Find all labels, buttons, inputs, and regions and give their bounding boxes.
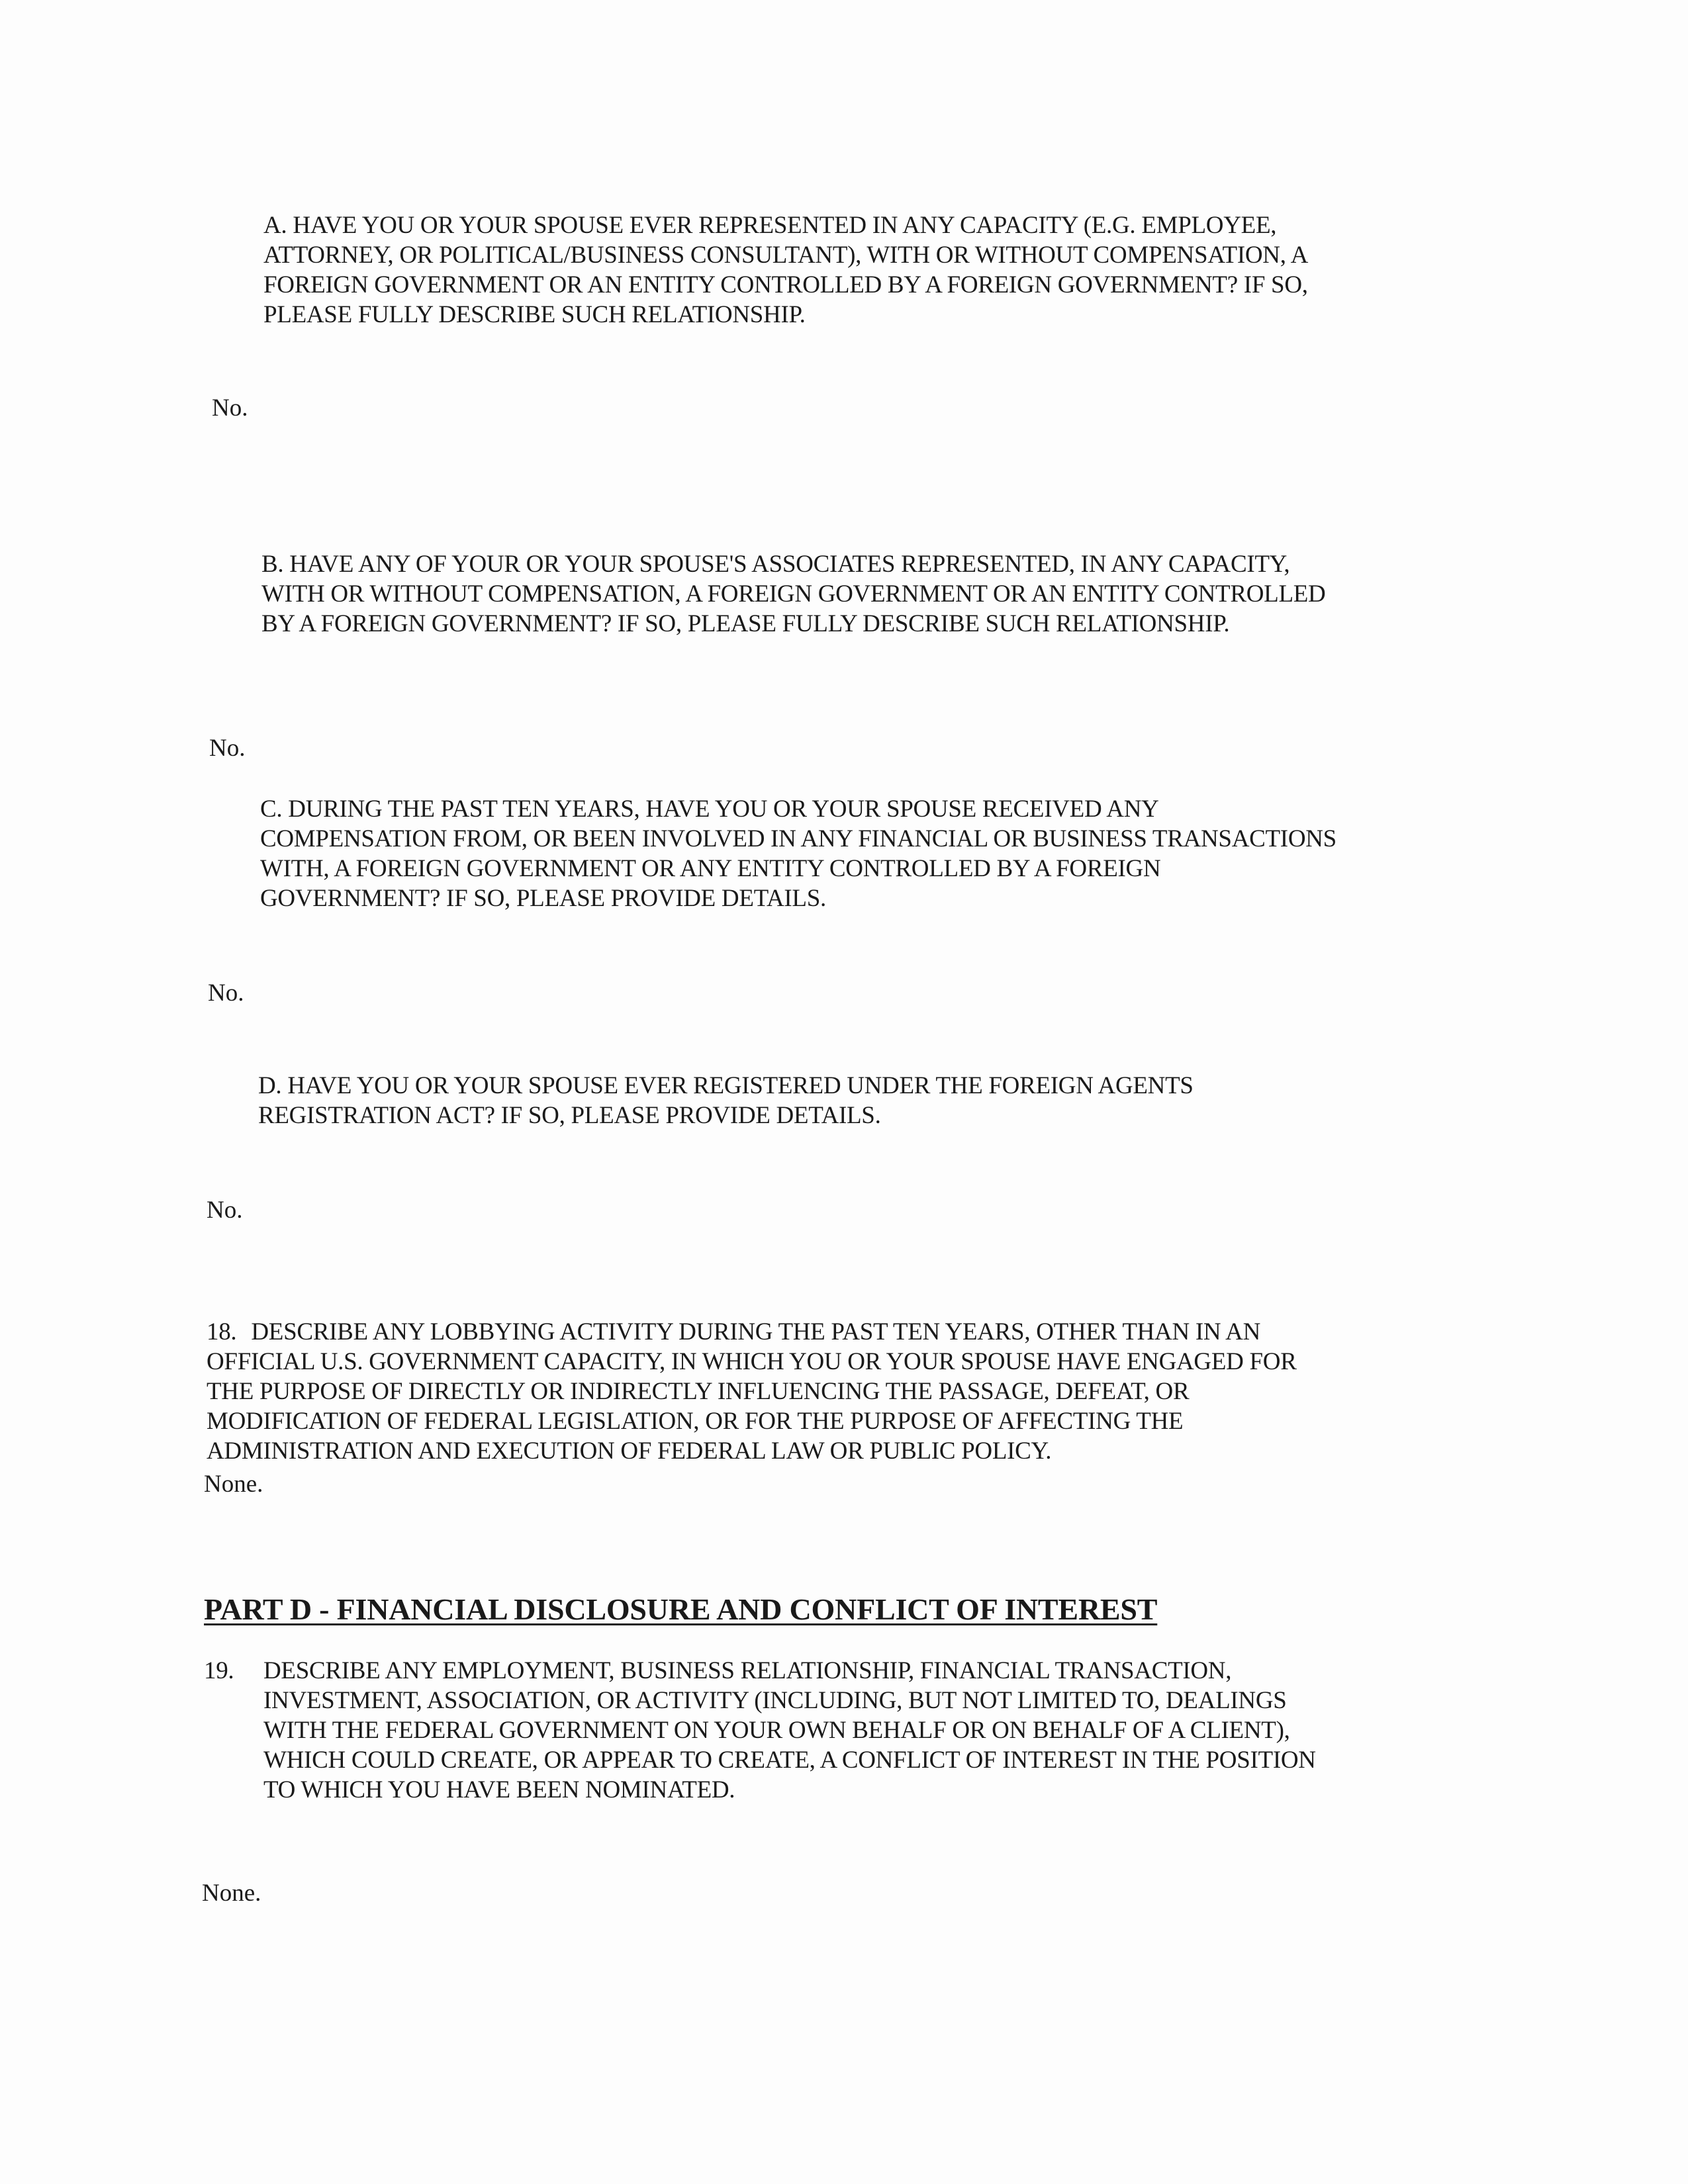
question-b: B. HAVE ANY OF YOUR OR YOUR SPOUSE'S ASSOCIATES REPRESENTED, IN ANY CAPACITY, WITH OR WITHOUT COMPENSATION, A FOREIGN GOVERNMENT OR AN ENTITY CONTROLLED BY A FOREIGN GOVERNMENT? IF SO, PLEASE FULLY DESCRIBE SUCH RELATIONSHIP. — [261, 551, 1326, 637]
question-18-text: DESCRIBE ANY LOBBYING ACTIVITY DURING THE PAST TEN YEARS, OTHER THAN IN AN OFFICIAL U.S. GOVERNMENT CAPACITY, IN WHICH YOU OR YOUR SPOUSE HAVE ENGAGED FOR THE PURPOSE OF DIRECTLY OR INDIRECTLY INFLUENCING THE PASSAGE, DEFEAT, OR MODIFICATION OF FEDERAL LEGISLATION, OR FOR THE PURPOSE OF AFFECTING THE ADMINISTRATION AND EXECUTION OF FEDERAL LAW OR PUBLIC POLICY. — [207, 1318, 1297, 1465]
question-c: C. DURING THE PAST TEN YEARS, HAVE YOU OR YOUR SPOUSE RECEIVED ANY COMPENSATION FROM, OR BEEN INVOLVED IN ANY FINANCIAL OR BUSINESS TRANSACTIONS WITH, A FOREIGN GOVERNMENT OR ANY ENTITY CONTROLLED BY A FOREIGN GOVERNMENT? IF SO, PLEASE PROVIDE DETAILS. — [260, 796, 1336, 912]
answer-19: None. — [202, 1880, 261, 1907]
question-19 — [204, 1656, 1528, 1815]
answer-c: No. — [208, 979, 244, 1007]
answer-a: No. — [212, 394, 248, 422]
answer-18: None. — [204, 1471, 263, 1498]
answer-b: No. — [209, 735, 246, 762]
question-19-number: 19. — [204, 1657, 234, 1684]
question-a: A. HAVE YOU OR YOUR SPOUSE EVER REPRESENTED IN ANY CAPACITY (E.G. EMPLOYEE, ATTORNEY, OR POLITICAL/BUSINESS CONSULTANT), WITH OR WITHOUT COMPENSATION, A FOREIGN GOVERNMENT OR AN ENTITY CONTROLLED BY A FOREIGN GOVERNMENT? IF SO, PLEASE FULLY DESCRIBE SUCH RELATIONSHIP. — [263, 212, 1308, 328]
question-18 — [207, 1287, 1297, 1466]
question-19-text: DESCRIBE ANY EMPLOYMENT, BUSINESS RELATIONSHIP, FINANCIAL TRANSACTION, INVESTMENT, ASSOCIATION, OR ACTIVITY (INCLUDING, BUT NOT LIMITED TO, DEALINGS WITH THE FEDERAL GOVERNMENT ON YOUR OWN BEHALF OR ON BEHALF OF A CLIENT), WHICH COULD CREATE, OR APPEAR TO CREATE, A CONFLICT OF INTEREST IN THE POSITION TO WHICH YOU HAVE BEEN NOMINATED. — [263, 1657, 1316, 1803]
question-18-number: 18. — [207, 1318, 237, 1345]
question-d: D. HAVE YOU OR YOUR SPOUSE EVER REGISTERED UNDER THE FOREIGN AGENTS REGISTRATION ACT? IF SO, PLEASE PROVIDE DETAILS. — [258, 1072, 1194, 1129]
part-d-heading: PART D - FINANCIAL DISCLOSURE AND CONFLICT OF INTEREST — [204, 1592, 1158, 1626]
answer-d: No. — [207, 1197, 243, 1224]
